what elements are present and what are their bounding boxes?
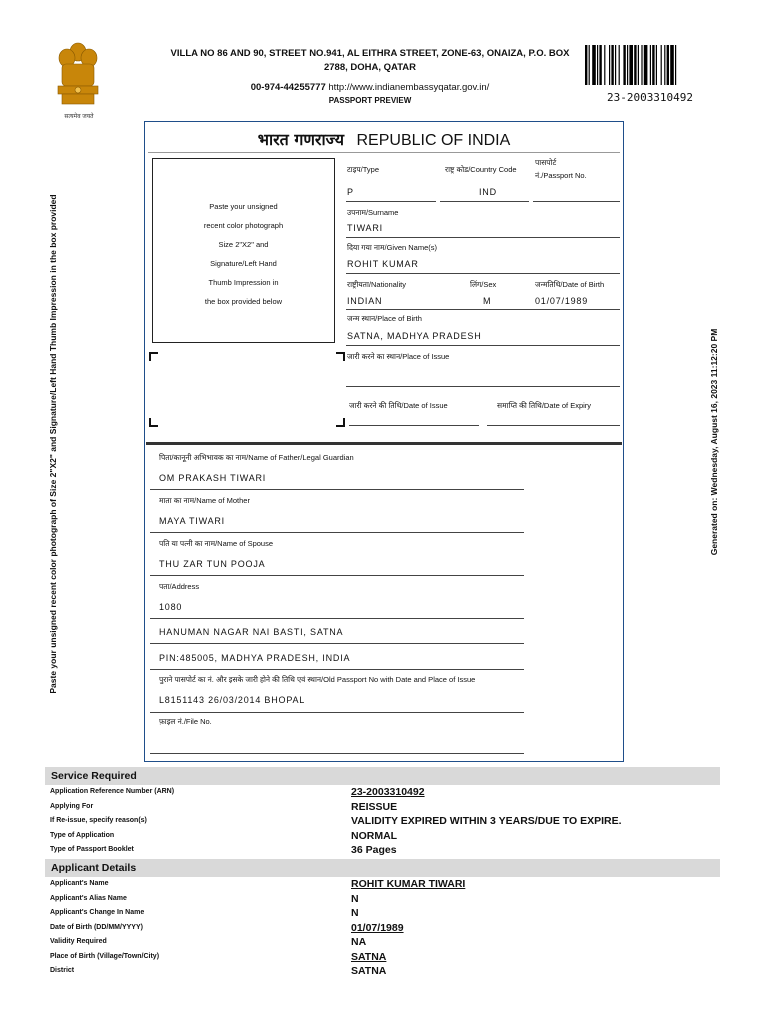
underline (346, 201, 436, 202)
applicant-details-heading: Applicant Details (45, 859, 720, 877)
embassy-contact (160, 82, 580, 93)
emblem-icon (48, 40, 108, 122)
address-line-1: 1080 (159, 602, 183, 612)
underline (150, 753, 524, 754)
address-line-2: 2788, DOHA, QATAR (323, 62, 417, 73)
detail-value: 23-2003310492 (351, 786, 425, 798)
detail-label: Type of Application (50, 831, 115, 839)
detail-label: Applicant's Alias Name (50, 894, 127, 902)
detail-value: NA (351, 936, 367, 948)
mother-label: माता का नाम/Name of Mother (159, 496, 250, 505)
detail-value: VALIDITY EXPIRED WITHIN 3 YEARS/DUE TO EXPIRE. (351, 815, 622, 827)
sex-label: लिंग/Sex (470, 280, 497, 289)
underline (349, 425, 479, 426)
detail-label: Type of Passport Booklet (50, 846, 134, 853)
detail-label: Validity Required (50, 938, 107, 945)
service-required-heading: Service Required (45, 767, 720, 785)
corner-mark (336, 352, 345, 361)
passport-preview-label: PASSPORT PREVIEW (328, 96, 412, 105)
barcode-number: 23-2003310492 (606, 91, 694, 104)
sex-value: M (483, 296, 492, 306)
corner-mark (149, 418, 158, 427)
photo-instruction-line: Thumb Impression in (208, 278, 279, 287)
father-value: OM PRAKASH TIWARI (159, 473, 267, 483)
detail-label: Applicant's Name (50, 880, 109, 887)
underline (150, 575, 524, 576)
underline (346, 386, 620, 387)
detail-label: Applicant's Change In Name (50, 909, 145, 916)
photo-instruction-line: Paste your unsigned (209, 202, 278, 211)
title-divider (148, 152, 620, 153)
country-code-value: IND (479, 187, 497, 197)
underline (440, 201, 529, 202)
address-line-2: HANUMAN NAGAR NAI BASTI, SATNA (159, 627, 344, 637)
underline (346, 309, 620, 310)
father-label: पिता/कानूनी अभिभावक का नाम/Name of Father/Legal Guardian (159, 453, 354, 462)
doi-label: जारी करने की तिथि/Date of Issue (349, 401, 448, 410)
type-value: P (347, 187, 354, 197)
underline (150, 669, 524, 670)
detail-label: Applying For (50, 802, 94, 810)
underline (150, 489, 524, 490)
detail-value: N (351, 892, 359, 905)
detail-label: If Re-issue, specify reason(s) (50, 817, 147, 824)
poi-label: जारी करने का स्थान/Place of Issue (347, 352, 450, 361)
emblem-motto: सत्यमेव जयते (64, 114, 94, 120)
detail-value: NORMAL (351, 829, 398, 842)
given-name-label: दिया गया नाम/Given Name(s) (347, 243, 438, 252)
photo-instruction-line: recent color photograph (203, 221, 284, 230)
doe-label: समाप्ति की तिथि/Date of Expiry (497, 401, 592, 410)
underline (346, 237, 620, 238)
old-passport-label: पुराने पासपोर्ट का नं. और इसके जारी होने की तिथि एवं स्थान/Old Passport No with Date and Place of Issue (159, 675, 476, 684)
old-passport-value: L8151143 26/03/2014 BHOPAL (159, 695, 306, 705)
photo-instruction-line: the box provided below (204, 297, 283, 306)
underline (346, 273, 620, 274)
mother-value: MAYA TIWARI (159, 516, 225, 526)
embassy-address (160, 47, 580, 75)
type-label: टाइप/Type (347, 165, 380, 174)
detail-value: N (351, 907, 359, 919)
generated-timestamp: Generated on: Wednesday, August 16, 2023 11:12:20 PM (709, 328, 719, 556)
detail-value: SATNA (351, 950, 387, 963)
pob-value: SATNA, MADHYA PRADESH (347, 331, 482, 341)
file-no-label: फ़ाइल नं./File No. (159, 717, 212, 726)
corner-mark (149, 352, 158, 361)
corner-mark (336, 418, 345, 427)
side-instruction-text: Paste your unsigned recent color photograph of Size 2"X2" and Signature/Left Hand Thumb Impression in the box provided (48, 194, 58, 694)
section-divider (146, 442, 622, 445)
underline (150, 643, 524, 644)
underline (150, 618, 524, 619)
embassy-phone: 00-974-44255777 (250, 82, 326, 93)
title-hindi: भारत गणराज्य (257, 130, 345, 149)
nationality-label: राष्ट्रीयता/Nationality (347, 280, 407, 289)
underline (487, 425, 620, 426)
address-line-3: PIN:485005, MADHYA PRADESH, INDIA (159, 653, 351, 663)
country-code-label: राष्ट्र कोड/Country Code (445, 165, 517, 174)
surname-value: TIWARI (347, 223, 383, 233)
detail-value: ROHIT KUMAR TIWARI (351, 878, 466, 890)
detail-value: 36 Pages (351, 844, 397, 856)
underline (150, 532, 524, 533)
detail-label: Date of Birth (DD/MM/YYYY) (50, 923, 143, 931)
dob-label: जन्मतिथि/Date of Birth (535, 280, 605, 289)
given-name-value: ROHIT KUMAR (347, 259, 419, 269)
barcode-icon (585, 45, 715, 85)
underline (150, 712, 524, 713)
address-line-1: VILLA NO 86 AND 90, STREET NO.941, AL EITHRA STREET, ZONE-63, ONAIZA, P.O. BOX (170, 48, 570, 59)
spouse-value: THU ZAR TUN POOJA (159, 559, 266, 569)
embassy-url[interactable]: http://www.indianembassyqatar.gov.in/ (328, 82, 490, 93)
photo-instructions (152, 197, 335, 311)
detail-value: 01/07/1989 (351, 921, 404, 934)
detail-value: SATNA (351, 965, 387, 977)
photo-instruction-line: Size 2"X2" and (218, 240, 269, 249)
surname-label: उपनाम/Surname (347, 208, 399, 217)
detail-label: Application Reference Number (ARN) (50, 788, 175, 795)
passport-no-label-1: पासपोर्ट (535, 158, 557, 167)
address-label: पता/Address (159, 582, 200, 591)
nationality-value: INDIAN (347, 296, 383, 306)
pob-label: जन्म स्थान/Place of Birth (347, 314, 422, 323)
underline (533, 201, 620, 202)
photo-instruction-line: Signature/Left Hand (210, 259, 277, 268)
title-english: REPUBLIC OF INDIA (356, 132, 511, 149)
passport-no-label-2: नं./Passport No. (535, 171, 587, 180)
underline (346, 345, 620, 346)
spouse-label: पति या पत्नी का नाम/Name of Spouse (159, 539, 274, 548)
dob-value: 01/07/1989 (535, 296, 589, 306)
detail-label: Place of Birth (Village/Town/City) (50, 952, 160, 960)
detail-value: REISSUE (351, 800, 398, 813)
detail-label: District (50, 967, 75, 974)
form-title (144, 128, 624, 150)
